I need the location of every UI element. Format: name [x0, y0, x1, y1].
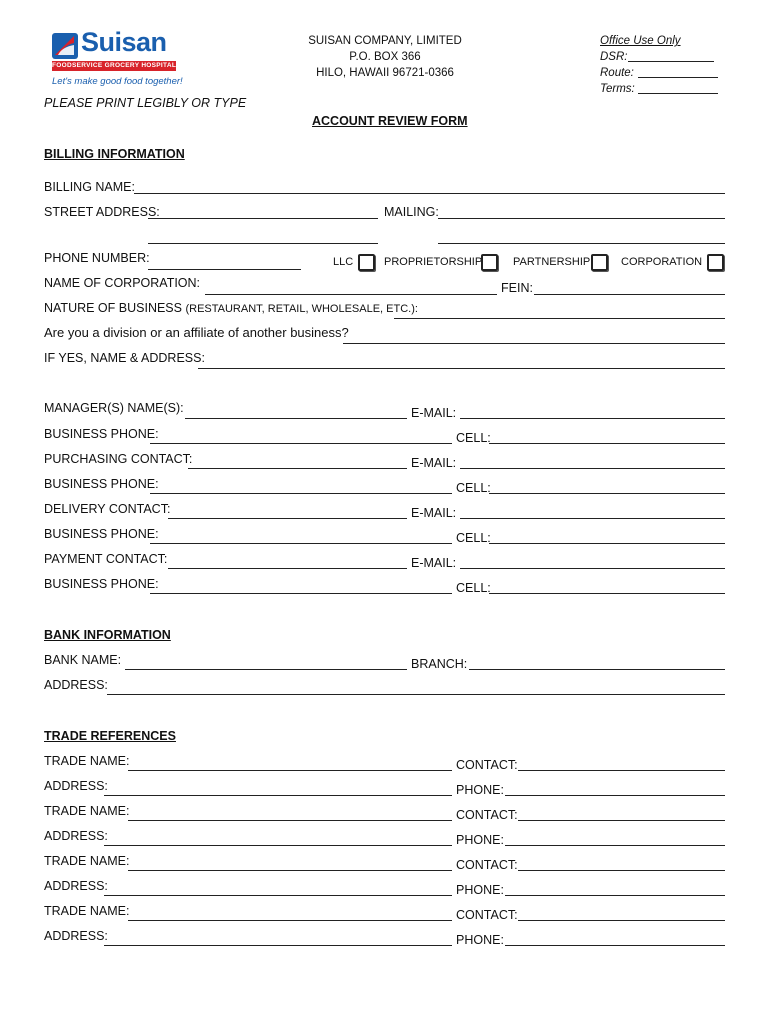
trade-name-field-3[interactable]	[128, 870, 452, 871]
logo-brand: Suisan	[81, 27, 167, 57]
office-use-block	[600, 33, 730, 97]
route-label: Route:	[600, 67, 634, 79]
bank-name-field[interactable]	[125, 669, 407, 670]
street-address-field-2[interactable]	[148, 243, 378, 244]
trade-phone-field-4[interactable]	[505, 945, 725, 946]
trade-name-field-1[interactable]	[128, 770, 452, 771]
division-answer-field[interactable]	[343, 343, 725, 344]
purchasing-email-field[interactable]	[460, 468, 725, 469]
street-address-label: STREET ADDRESS:	[44, 205, 160, 219]
purchasing-phone-field[interactable]	[150, 493, 452, 494]
dsr-field[interactable]	[628, 61, 714, 62]
division-question: Are you a division or an affiliate of another business?	[44, 325, 349, 340]
delivery-phone-label: BUSINESS PHONE:	[44, 527, 159, 541]
trade-contact-label-1: CONTACT:	[456, 758, 518, 772]
fein-label: FEIN:	[501, 281, 533, 295]
trade-phone-field-3[interactable]	[505, 895, 725, 896]
partnership-label: PARTNERSHIP	[513, 256, 591, 268]
fein-field[interactable]	[534, 294, 725, 295]
purchasing-phone-label: BUSINESS PHONE:	[44, 477, 159, 491]
manager-label: MANAGER(S) NAME(S):	[44, 401, 184, 415]
delivery-phone-field[interactable]	[150, 543, 452, 544]
trade-phone-field-1[interactable]	[505, 795, 725, 796]
purchasing-label: PURCHASING CONTACT:	[44, 452, 193, 466]
branch-label: BRANCH:	[411, 657, 468, 671]
llc-checkbox[interactable]	[358, 254, 375, 271]
trade-address-label-3: ADDRESS:	[44, 879, 108, 893]
name-of-corporation-field[interactable]	[205, 294, 497, 295]
company-address	[285, 33, 485, 81]
payment-label: PAYMENT CONTACT:	[44, 552, 168, 566]
proprietorship-checkbox[interactable]	[481, 254, 498, 271]
logo-bar	[52, 61, 188, 71]
bank-address-label: ADDRESS:	[44, 678, 108, 692]
terms-field[interactable]	[638, 93, 718, 94]
nature-label: NATURE OF BUSINESS	[44, 301, 182, 315]
bank-address-field[interactable]	[107, 694, 725, 695]
purchasing-email-label: E-MAIL:	[411, 456, 457, 470]
if-yes-field[interactable]	[198, 368, 725, 369]
street-address-field[interactable]	[148, 218, 378, 219]
trade-contact-label-2: CONTACT:	[456, 808, 518, 822]
purchasing-field[interactable]	[188, 468, 407, 469]
branch-field[interactable]	[469, 669, 725, 670]
payment-cell-label: CELL:	[456, 581, 491, 595]
payment-phone-field[interactable]	[150, 593, 452, 594]
logo-bar-text: FOODSERVICE GROCERY HOSPITALITY	[52, 62, 188, 69]
manager-email-field[interactable]	[460, 418, 725, 419]
phone-number-field[interactable]	[148, 269, 301, 270]
form-title: ACCOUNT REVIEW FORM	[312, 114, 468, 128]
billing-heading: BILLING INFORMATION	[44, 147, 185, 161]
suisan-logo-mark	[52, 33, 78, 59]
trade-address-label-4: ADDRESS:	[44, 929, 108, 943]
trade-contact-label-4: CONTACT:	[456, 908, 518, 922]
billing-name-field[interactable]	[134, 193, 725, 194]
dsr-label: DSR:	[600, 51, 628, 63]
manager-phone-label: BUSINESS PHONE:	[44, 427, 159, 441]
corporation-checkbox[interactable]	[707, 254, 724, 271]
trade-address-field-4[interactable]	[104, 945, 452, 946]
payment-field[interactable]	[168, 568, 407, 569]
trade-contact-field-3[interactable]	[518, 870, 725, 871]
route-field[interactable]	[638, 77, 718, 78]
nature-of-business-field[interactable]	[394, 318, 725, 319]
terms-label: Terms:	[600, 83, 635, 95]
trade-name-label-2: TRADE NAME:	[44, 804, 130, 818]
delivery-label: DELIVERY CONTACT:	[44, 502, 171, 516]
trade-name-label-3: TRADE NAME:	[44, 854, 130, 868]
corporation-label: CORPORATION	[621, 256, 703, 268]
trade-contact-label-3: CONTACT:	[456, 858, 518, 872]
company-logo	[50, 27, 190, 92]
mailing-label: MAILING:	[384, 205, 439, 219]
trade-phone-label-4: PHONE:	[456, 933, 504, 947]
trade-name-label-4: TRADE NAME:	[44, 904, 130, 918]
company-name: SUISAN COMPANY, LIMITED	[308, 35, 462, 47]
trade-address-field-1[interactable]	[104, 795, 452, 796]
partnership-checkbox[interactable]	[591, 254, 608, 271]
logo-tagline: Let's make good food together!	[52, 76, 183, 87]
trade-phone-field-2[interactable]	[505, 845, 725, 846]
payment-email-label: E-MAIL:	[411, 556, 457, 570]
phone-number-label: PHONE NUMBER:	[44, 251, 150, 265]
purchasing-cell-label: CELL:	[456, 481, 491, 495]
nature-of-business-label	[44, 301, 418, 315]
delivery-email-field[interactable]	[460, 518, 725, 519]
trade-heading: TRADE REFERENCES	[44, 729, 176, 743]
bank-name-label: BANK NAME:	[44, 653, 122, 667]
delivery-cell-label: CELL:	[456, 531, 491, 545]
trade-contact-field-2[interactable]	[518, 820, 725, 821]
office-use-title: Office Use Only	[600, 35, 681, 47]
delivery-field[interactable]	[168, 518, 407, 519]
name-of-corporation-label: NAME OF CORPORATION:	[44, 276, 201, 290]
company-box: P.O. BOX 366	[349, 51, 421, 63]
trade-contact-field-1[interactable]	[518, 770, 725, 771]
billing-name-label: BILLING NAME:	[44, 180, 135, 194]
purchasing-cell-field[interactable]	[489, 493, 725, 494]
bank-heading: BANK INFORMATION	[44, 628, 171, 642]
payment-cell-field[interactable]	[489, 593, 725, 594]
manager-phone-field[interactable]	[150, 443, 452, 444]
manager-field[interactable]	[185, 418, 407, 419]
print-note: PLEASE PRINT LEGIBLY OR TYPE	[44, 96, 247, 110]
delivery-email-label: E-MAIL:	[411, 506, 457, 520]
manager-cell-field[interactable]	[489, 443, 725, 444]
trade-name-label-1: TRADE NAME:	[44, 754, 130, 768]
trade-phone-label-2: PHONE:	[456, 833, 504, 847]
company-city: HILO, HAWAII 96721-0366	[316, 67, 454, 79]
trade-address-label-1: ADDRESS:	[44, 779, 108, 793]
trade-contact-field-4[interactable]	[518, 920, 725, 921]
llc-label: LLC	[333, 256, 354, 268]
payment-phone-label: BUSINESS PHONE:	[44, 577, 159, 591]
trade-name-field-2[interactable]	[128, 820, 452, 821]
manager-email-label: E-MAIL:	[411, 406, 457, 420]
trade-name-field-4[interactable]	[128, 920, 452, 921]
trade-address-field-3[interactable]	[104, 895, 452, 896]
proprietorship-label: PROPRIETORSHIP	[384, 256, 483, 268]
delivery-cell-field[interactable]	[489, 543, 725, 544]
nature-hint: (RESTAURANT, RETAIL, WHOLESALE, ETC.):	[185, 303, 418, 315]
trade-phone-label-3: PHONE:	[456, 883, 504, 897]
trade-address-label-2: ADDRESS:	[44, 829, 108, 843]
mailing-field-2[interactable]	[438, 243, 725, 244]
trade-address-field-2[interactable]	[104, 845, 452, 846]
manager-cell-label: CELL:	[456, 431, 491, 445]
if-yes-label: IF YES, NAME & ADDRESS:	[44, 351, 205, 365]
trade-phone-label-1: PHONE:	[456, 783, 504, 797]
payment-email-field[interactable]	[460, 568, 725, 569]
mailing-field[interactable]	[438, 218, 725, 219]
